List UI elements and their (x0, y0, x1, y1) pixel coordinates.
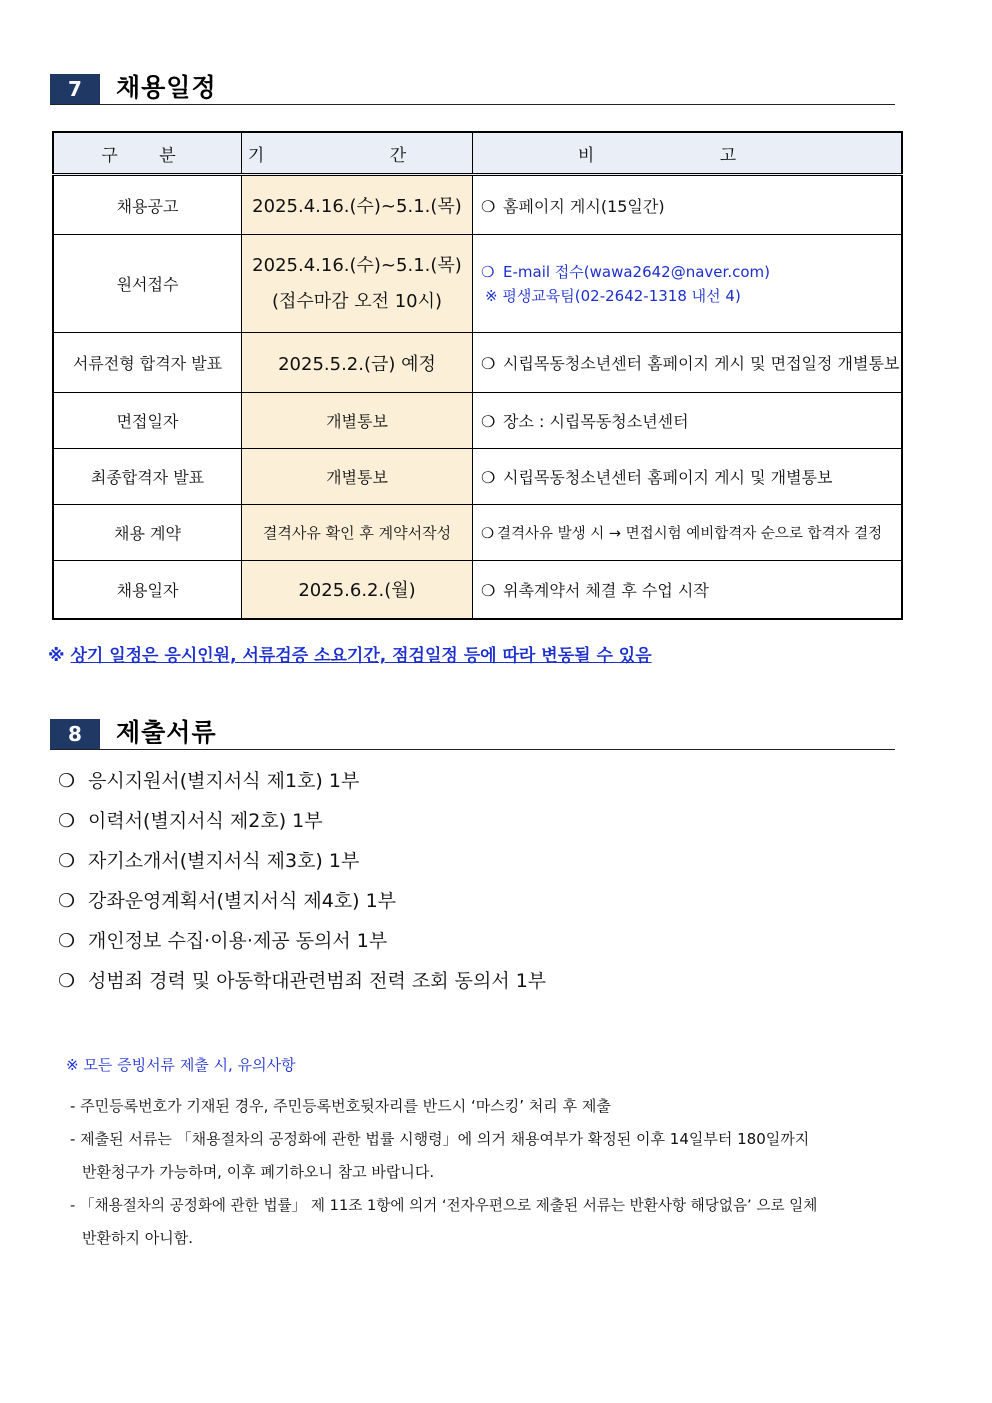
row-note: ❍ E-mail 접수(wawa2642@naver.com) ※ 평생교육팀(02-2642-1318 내선 4) (473, 235, 903, 333)
table-row (53, 393, 902, 449)
section-title: 제출서류 (116, 718, 217, 747)
row-category: 서류전형 합격자 발표 (53, 333, 242, 393)
circle-bullet-icon: ❍ (58, 810, 76, 832)
row-category: 최종합격자 발표 (53, 449, 242, 505)
caution-title: ※ 모든 증빙서류 제출 시, 유의사항 (66, 1056, 296, 1074)
section-7-header (50, 74, 895, 105)
row-period: 2025.6.2.(월) (242, 561, 473, 619)
schedule-notice (48, 641, 652, 666)
section-number: 8 (50, 719, 100, 749)
list-item: ❍ 성범죄 경력 및 아동학대관련범죄 전력 조회 동의서 1부 (58, 970, 547, 992)
row-period: 개별통보 (242, 393, 473, 449)
row-category: 채용일자 (53, 561, 242, 619)
row-note: ❍ 홈페이지 게시(15일간) (473, 175, 903, 235)
row-period: 결격사유 확인 후 계약서작성 (242, 505, 473, 561)
circle-bullet-icon: ❍ (481, 526, 494, 542)
header-note: 비 고 (473, 132, 903, 175)
circle-bullet-icon: ❍ (58, 770, 76, 792)
table-row (53, 449, 902, 505)
row-period: 2025.4.16.(수)~5.1.(목) (242, 175, 473, 235)
row-category: 채용공고 (53, 175, 242, 235)
table-header-row (53, 132, 902, 175)
row-period: 2025.4.16.(수)~5.1.(목) (접수마감 오전 10시) (242, 235, 473, 333)
notes-list (70, 1090, 940, 1255)
circle-bullet-icon: ❍ (481, 262, 495, 281)
row-note: ❍ 시립목동청소년센터 홈페이지 게시 및 면접일정 개별통보 (473, 333, 903, 393)
header-period: 기 간 (242, 132, 473, 175)
circle-bullet-icon: ❍ (58, 850, 76, 872)
table-row (53, 175, 902, 235)
table-row (53, 561, 902, 619)
table-row (53, 333, 902, 393)
circle-bullet-icon: ❍ (481, 468, 496, 487)
circle-bullet-icon: ❍ (58, 970, 76, 992)
list-item: ❍ 강좌운영계획서(별지서식 제4호) 1부 (58, 890, 397, 912)
row-category: 채용 계약 (53, 505, 242, 561)
note-item: - 「채용절차의 공정화에 관한 법률」 제 11조 1항에 의거 ‘전자우편으로 제출된 서류는 반환사항 해당없음’ 으로 일체 (70, 1197, 818, 1214)
circle-bullet-icon: ❍ (481, 354, 496, 373)
section-number: 7 (50, 74, 100, 104)
list-item: ❍ 이력서(별지서식 제2호) 1부 (58, 810, 323, 832)
row-category: 원서접수 (53, 235, 242, 333)
section-8-header (50, 719, 895, 750)
note-item: - 주민등록번호가 기재된 경우, 주민등록번호뒷자리를 반드시 ‘마스킹’ 처리 후 제출 (70, 1097, 611, 1115)
row-note: ❍ 위촉계약서 체결 후 수업 시작 (473, 561, 903, 619)
note-item: - 제출된 서류는 「채용절차의 공정화에 관한 법률 시행령」에 의거 채용여부가 확정된 이후 14일부터 180일까지 (70, 1130, 810, 1148)
table-row (53, 505, 902, 561)
schedule-table (52, 131, 903, 620)
circle-bullet-icon: ❍ (58, 890, 76, 912)
circle-bullet-icon: ❍ (481, 580, 496, 600)
note-item-continued: 반환청구가 가능하며, 이후 폐기하오니 참고 바랍니다. (82, 1163, 435, 1181)
header-category: 구 분 (53, 132, 242, 175)
row-period: 2025.5.2.(금) 예정 (242, 333, 473, 393)
row-period: 개별통보 (242, 449, 473, 505)
section-title: 채용일정 (116, 73, 217, 102)
list-item: ❍ 자기소개서(별지서식 제3호) 1부 (58, 850, 360, 872)
circle-bullet-icon: ❍ (481, 412, 496, 431)
row-category: 면접일자 (53, 393, 242, 449)
row-note: ❍ 시립목동청소년센터 홈페이지 게시 및 개별통보 (473, 449, 903, 505)
notice-text: 상기 일정은 응시인원, 서류검증 소요기간, 점검일정 등에 따라 변동될 수 있음 (70, 646, 652, 666)
documents-list (58, 768, 546, 1008)
table-row (53, 235, 902, 333)
circle-bullet-icon: ❍ (481, 196, 496, 216)
list-item: ❍ 개인정보 수집·이용·제공 동의서 1부 (58, 930, 388, 952)
row-note: ❍ 장소 : 시립목동청소년센터 (473, 393, 903, 449)
circle-bullet-icon: ❍ (58, 930, 76, 952)
row-note: ❍ 결격사유 발생 시 → 면접시험 예비합격자 순으로 합격자 결정 (473, 505, 903, 561)
reference-mark-icon: ※ (48, 646, 65, 666)
note-item-continued: 반환하지 아니함. (82, 1229, 193, 1247)
list-item: ❍ 응시지원서(별지서식 제1호) 1부 (58, 770, 360, 792)
